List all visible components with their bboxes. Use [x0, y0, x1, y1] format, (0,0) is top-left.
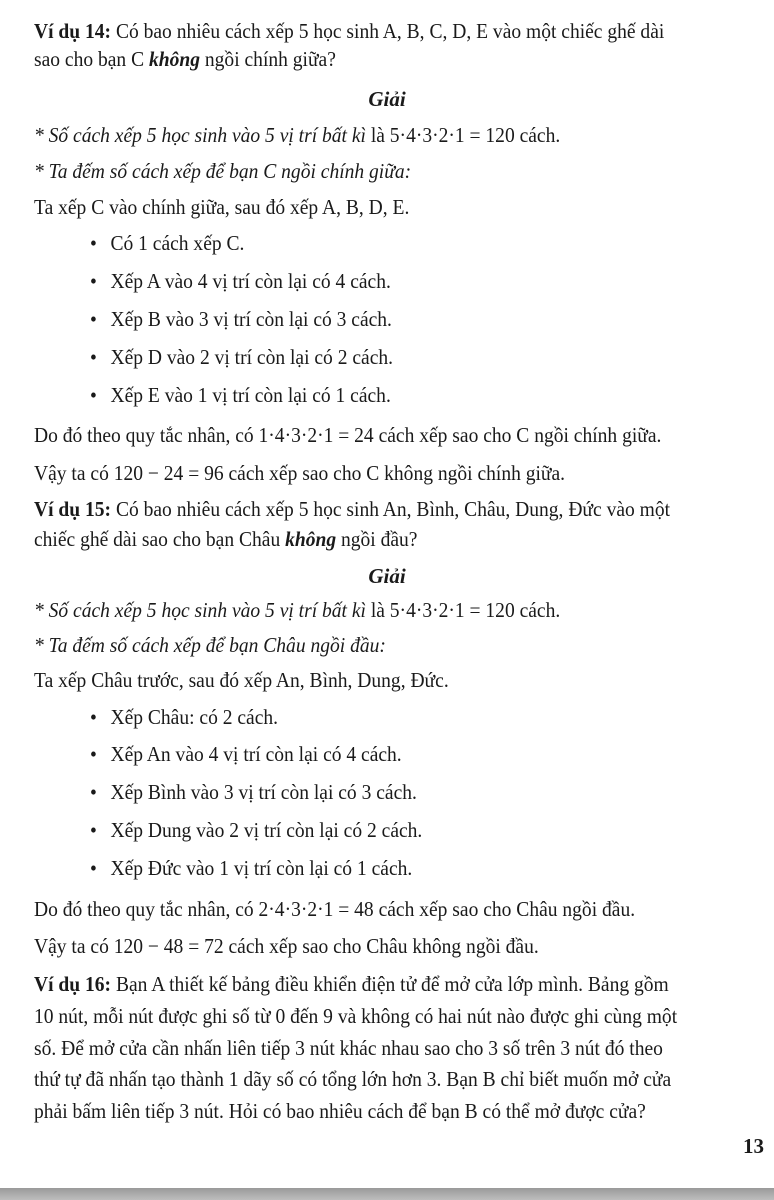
bullet-icon: •: [90, 345, 97, 369]
bullet-item: [90, 817, 422, 843]
text-line: [34, 971, 669, 997]
body-text: Vậy ta có 120 − 24 = 96 cách xếp sao cho C không ngồi chính giữa.: [34, 461, 566, 485]
text-line: [34, 194, 409, 220]
bullet-icon: •: [90, 307, 97, 331]
bullet-item: [90, 779, 417, 805]
section-heading: [0, 563, 774, 589]
text-line: [34, 18, 664, 44]
example-label: Ví dụ 16:: [34, 972, 112, 996]
text-line: [34, 460, 565, 486]
bullet-item: [90, 268, 391, 294]
emphasis-text: Giải: [368, 87, 406, 111]
text-line: [34, 1003, 677, 1029]
text-line: [34, 896, 635, 922]
body-text: Xếp Dung vào 2 vị trí còn lại có 2 cách.: [110, 818, 423, 842]
body-text: số. Để mở cửa cần nhấn liên tiếp 3 nút khác nhau sao cho 3 số trên 3 nút đó theo: [34, 1036, 663, 1060]
bullet-item: [90, 704, 278, 730]
body-text: ngồi chính giữa?: [200, 47, 336, 71]
bullet-icon: •: [90, 742, 97, 766]
body-text: Xếp A vào 4 vị trí còn lại có 4 cách.: [110, 269, 391, 293]
bullet-icon: •: [90, 269, 97, 293]
body-text: 10 nút, mỗi nút được ghi số từ 0 đến 9 và không có hai nút nào được ghi cùng một: [34, 1004, 678, 1028]
text-line: [34, 526, 417, 552]
page-number: 13: [743, 1134, 764, 1158]
body-text: Xếp D vào 2 vị trí còn lại có 2 cách.: [110, 345, 394, 369]
body-text: Xếp Châu: có 2 cách.: [110, 705, 279, 729]
text-line: [34, 933, 539, 959]
body-text: Xếp Đức vào 1 vị trí còn lại có 1 cách.: [110, 856, 413, 880]
body-text: sao cho bạn C: [34, 47, 150, 71]
bullet-item: [90, 382, 391, 408]
bullet-icon: •: [90, 231, 97, 255]
text-line: [34, 422, 661, 448]
text-line: [34, 1066, 671, 1092]
body-text: phải bấm liên tiếp 3 nút. Hỏi có bao nhiêu cách để bạn B có thể mở được cửa?: [34, 1099, 646, 1123]
section-heading: [0, 86, 774, 112]
emphasis-text: không: [285, 527, 337, 551]
body-text: Ta xếp C vào chính giữa, sau đó xếp A, B, D, E.: [34, 195, 410, 219]
bullet-item: [90, 344, 393, 370]
body-text: Vậy ta có 120 − 48 = 72 cách xếp sao cho Châu không ngồi đầu.: [34, 934, 539, 958]
text-line: [34, 632, 386, 658]
body-text: chiếc ghế dài sao cho bạn Châu: [34, 527, 286, 551]
body-text: Có 1 cách xếp C.: [110, 231, 245, 255]
bullet-icon: •: [90, 856, 97, 880]
body-text: là 5·4·3·2·1 = 120 cách.: [365, 598, 561, 622]
body-text: Có bao nhiêu cách xếp 5 học sinh A, B, C, D, E vào một chiếc ghế dài: [111, 19, 665, 43]
bullet-item: [90, 306, 392, 332]
text-line: [34, 46, 336, 72]
body-text: thứ tự đã nhấn tạo thành 1 dãy số có tổng lớn hơn 3. Bạn B chỉ biết muốn mở cửa: [34, 1067, 672, 1091]
text-line: [34, 667, 449, 693]
bullet-icon: •: [90, 705, 97, 729]
body-text: Do đó theo quy tắc nhân, có 2·4·3·2·1 = 48 cách xếp sao cho Châu ngồi đầu.: [34, 897, 636, 921]
emphasis-text: không: [149, 47, 201, 71]
body-text: Xếp An vào 4 vị trí còn lại có 4 cách.: [110, 742, 402, 766]
text-line: [34, 1098, 646, 1124]
text-line: [34, 597, 560, 623]
bullet-item: [90, 855, 412, 881]
text-line: [34, 158, 411, 184]
bullet-item: [90, 741, 402, 767]
text-line: [34, 496, 670, 522]
body-text: Do đó theo quy tắc nhân, có 1·4·3·2·1 = 24 cách xếp sao cho C ngồi chính giữa.: [34, 423, 662, 447]
body-text: Xếp E vào 1 vị trí còn lại có 1 cách.: [110, 383, 391, 407]
example-label: Ví dụ 14:: [34, 19, 112, 43]
scan-edge: [0, 1188, 774, 1200]
emphasis-text: * Ta đếm số cách xếp để bạn Châu ngồi đầu:: [34, 633, 386, 657]
text-line: [34, 1035, 663, 1061]
body-text: Ta xếp Châu trước, sau đó xếp An, Bình, Dung, Đức.: [34, 668, 449, 692]
emphasis-text: Giải: [368, 564, 406, 588]
emphasis-text: * Số cách xếp 5 học sinh vào 5 vị trí bất kì: [34, 598, 366, 622]
body-text: Xếp B vào 3 vị trí còn lại có 3 cách.: [110, 307, 392, 331]
body-text: Bạn A thiết kế bảng điều khiển điện tử để mở cửa lớp mình. Bảng gồm: [111, 972, 669, 996]
bullet-icon: •: [90, 818, 97, 842]
body-text: ngồi đầu?: [336, 527, 418, 551]
emphasis-text: * Số cách xếp 5 học sinh vào 5 vị trí bất kì: [34, 123, 366, 147]
bullet-icon: •: [90, 383, 97, 407]
body-text: Có bao nhiêu cách xếp 5 học sinh An, Bình, Châu, Dung, Đức vào một: [111, 497, 671, 521]
bullet-item: [90, 230, 244, 256]
emphasis-text: * Ta đếm số cách xếp để bạn C ngồi chính giữa:: [34, 159, 412, 183]
example-label: Ví dụ 15:: [34, 497, 112, 521]
body-text: Xếp Bình vào 3 vị trí còn lại có 3 cách.: [110, 780, 417, 804]
body-text: là 5·4·3·2·1 = 120 cách.: [365, 123, 561, 147]
text-line: [34, 122, 560, 148]
bullet-icon: •: [90, 780, 97, 804]
